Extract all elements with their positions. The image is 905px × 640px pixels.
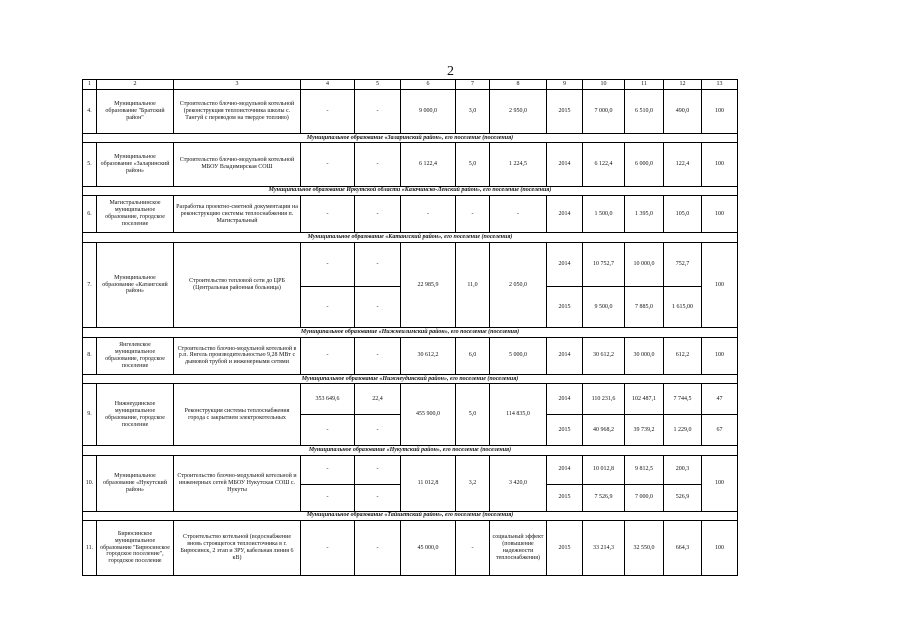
- table-cell: 5,0: [456, 143, 490, 186]
- table-cell: 100: [702, 242, 738, 328]
- table-cell: 1 224,5: [490, 143, 547, 186]
- table-cell: 2015: [547, 484, 583, 511]
- section-heading: Муниципальное образование «Заларинский район», его поселение (поселения): [83, 133, 738, 142]
- table-cell: 2014: [547, 384, 583, 415]
- table-cell: социальный эффект (повышение надежности теплоснабжения): [490, 520, 547, 575]
- municipality-cell: Нижнеудинское муниципальное образование, городское поселение: [97, 384, 174, 446]
- section-heading: Муниципальное образование «Нукутский район», его поселение (поселения): [83, 446, 738, 455]
- table-cell: 110 231,6: [583, 384, 625, 415]
- table-cell: -: [355, 195, 401, 232]
- table-cell: 3 420,0: [490, 455, 547, 511]
- table-cell: -: [355, 242, 401, 287]
- table-cell: -: [456, 520, 490, 575]
- table-cell: 2014: [547, 242, 583, 287]
- table-cell: -: [355, 415, 401, 446]
- table-cell: -: [355, 143, 401, 186]
- table-cell: 122,4: [664, 143, 702, 186]
- column-number: 9: [547, 80, 583, 90]
- table-cell: 2015: [547, 287, 583, 328]
- table-row: [83, 337, 738, 374]
- table-cell: 9 500,0: [583, 287, 625, 328]
- table-cell: 11 012,8: [401, 455, 456, 511]
- column-number: 12: [664, 80, 702, 90]
- table-cell: 10 752,7: [583, 242, 625, 287]
- section-heading: Муниципальное образование Иркутской области «Казачинско-Ленский район», его поселение (поселения): [83, 186, 738, 195]
- table-cell: 30 612,2: [401, 337, 456, 374]
- column-number: 4: [301, 80, 355, 90]
- table-cell: 2014: [547, 337, 583, 374]
- table-cell: -: [355, 484, 401, 511]
- table-cell: 100: [702, 337, 738, 374]
- table-cell: 664,3: [664, 520, 702, 575]
- section-row: [83, 511, 738, 520]
- column-number: 13: [702, 80, 738, 90]
- table-cell: 2 950,0: [490, 90, 547, 133]
- table-row: [83, 143, 738, 186]
- table-row: [83, 520, 738, 575]
- project-cell: Строительство блочно-модульной котельной (реконструкция теплоисточника школы с. Тангуй с переводом на твердое топливо): [174, 90, 301, 133]
- table-cell: 752,7: [664, 242, 702, 287]
- table-cell: 45 000,0: [401, 520, 456, 575]
- table-cell: 102 487,1: [625, 384, 664, 415]
- table-cell: 47: [702, 384, 738, 415]
- table-cell: 353 649,6: [301, 384, 355, 415]
- column-number: 3: [174, 80, 301, 90]
- table-cell: 2015: [547, 520, 583, 575]
- table-cell: 6,0: [456, 337, 490, 374]
- table-cell: -: [301, 143, 355, 186]
- table-cell: 2014: [547, 455, 583, 484]
- municipality-cell: Магистральнинское муниципальное образование, городское поселение: [97, 195, 174, 232]
- program-table: [82, 79, 738, 576]
- table-row: [83, 384, 738, 415]
- row-number: 7.: [83, 242, 97, 328]
- row-number: 4.: [83, 90, 97, 133]
- table-cell: 6 122,4: [401, 143, 456, 186]
- section-row: [83, 375, 738, 384]
- table-cell: 10 000,0: [625, 242, 664, 287]
- table-cell: 30 612,2: [583, 337, 625, 374]
- column-number: 10: [583, 80, 625, 90]
- table-cell: 11,0: [456, 242, 490, 328]
- municipality-cell: Муниципальное образование «Нукутский район»: [97, 455, 174, 511]
- table-cell: 7 885,0: [625, 287, 664, 328]
- table-cell: 1 395,0: [625, 195, 664, 232]
- row-number: 11.: [83, 520, 97, 575]
- row-number: 10.: [83, 455, 97, 511]
- project-cell: Реконструкция системы теплоснабжения города с закрытием электрокотельных: [174, 384, 301, 446]
- column-number: 8: [490, 80, 547, 90]
- table-row: [83, 90, 738, 133]
- table-cell: 100: [702, 143, 738, 186]
- project-cell: Строительство котельной (водоснабжение вновь строящегося теплоисточника в г. Бирюсинск, 2 этап и ЗРУ, кабельная линия 6 кВ): [174, 520, 301, 575]
- section-heading: Муниципальное образование «Катангский район», его поселение (поселения): [83, 233, 738, 242]
- table-cell: 2 050,0: [490, 242, 547, 328]
- table-cell: 490,0: [664, 90, 702, 133]
- table-cell: 3,0: [456, 90, 490, 133]
- row-number: 6.: [83, 195, 97, 232]
- section-heading: Муниципальное образование «Нижнеудинский район», его поселение (поселения): [83, 375, 738, 384]
- section-row: [83, 446, 738, 455]
- table-cell: 455 900,0: [401, 384, 456, 446]
- row-number: 8.: [83, 337, 97, 374]
- table-cell: 7 744,5: [664, 384, 702, 415]
- table-cell: 7 526,9: [583, 484, 625, 511]
- table-cell: 1 229,0: [664, 415, 702, 446]
- table-cell: 7 000,0: [625, 484, 664, 511]
- column-number: 1: [83, 80, 97, 90]
- table-row: [83, 242, 738, 287]
- table-row: [83, 195, 738, 232]
- table-cell: -: [301, 337, 355, 374]
- table-cell: 2014: [547, 195, 583, 232]
- table-cell: -: [355, 455, 401, 484]
- table-cell: -: [301, 484, 355, 511]
- municipality-cell: Бирюсинское муниципальное образование "Бирюсинское городское поселение", городское поселение: [97, 520, 174, 575]
- table-cell: 1 500,0: [583, 195, 625, 232]
- table-cell: -: [301, 287, 355, 328]
- table-cell: 22,4: [355, 384, 401, 415]
- row-number: 5.: [83, 143, 97, 186]
- section-row: [83, 328, 738, 337]
- table-cell: -: [301, 90, 355, 133]
- table-cell: 32 550,0: [625, 520, 664, 575]
- table-cell: 100: [702, 90, 738, 133]
- project-cell: Строительство блочно-модульной котельной МБОУ Владимирская СОШ: [174, 143, 301, 186]
- table-cell: -: [355, 337, 401, 374]
- table-cell: 30 000,0: [625, 337, 664, 374]
- table-cell: -: [401, 195, 456, 232]
- table-cell: 22 985,9: [401, 242, 456, 328]
- table-cell: 612,2: [664, 337, 702, 374]
- table-cell: 114 835,0: [490, 384, 547, 446]
- column-number: 6: [401, 80, 456, 90]
- table-cell: -: [301, 455, 355, 484]
- table-cell: -: [355, 520, 401, 575]
- municipality-cell: Муниципальное образование «Катангский район»: [97, 242, 174, 328]
- table-cell: 5,0: [456, 384, 490, 446]
- table-cell: -: [301, 415, 355, 446]
- column-number: 2: [97, 80, 174, 90]
- table-cell: 1 615,00: [664, 287, 702, 328]
- table-cell: -: [301, 520, 355, 575]
- table-cell: 100: [702, 455, 738, 511]
- table-cell: 6 000,0: [625, 143, 664, 186]
- municipality-cell: Муниципальное образование «Заларинский район»: [97, 143, 174, 186]
- table-cell: 39 739,2: [625, 415, 664, 446]
- table-cell: 6 510,0: [625, 90, 664, 133]
- section-heading: Муниципальное образование «Тайшетский район», его поселение (поселения): [83, 511, 738, 520]
- municipality-cell: Муниципальное образование "Братский район": [97, 90, 174, 133]
- table-cell: 9 812,5: [625, 455, 664, 484]
- table-cell: 9 000,0: [401, 90, 456, 133]
- row-number: 9.: [83, 384, 97, 446]
- project-cell: Разработка проектно-сметной документации на реконструкцию системы теплоснабжения п. Магистральный: [174, 195, 301, 232]
- page-number: 2: [447, 64, 454, 79]
- table-cell: -: [355, 90, 401, 133]
- table-cell: 7 000,0: [583, 90, 625, 133]
- table-cell: -: [301, 242, 355, 287]
- column-number: 5: [355, 80, 401, 90]
- section-row: [83, 186, 738, 195]
- table-cell: 526,9: [664, 484, 702, 511]
- project-cell: Строительство блочно-модульной котельной и инженерных сетей МБОУ Нукутская СОШ с. Нукуты: [174, 455, 301, 511]
- table-cell: 10 012,8: [583, 455, 625, 484]
- column-number: 11: [625, 80, 664, 90]
- project-cell: Строительство тепловой сети до ЦРБ (Центральная районная больница): [174, 242, 301, 328]
- section-row: [83, 233, 738, 242]
- column-number: 7: [456, 80, 490, 90]
- table-cell: 2015: [547, 415, 583, 446]
- column-number-row: [83, 80, 738, 90]
- table-cell: 105,0: [664, 195, 702, 232]
- table-cell: 2015: [547, 90, 583, 133]
- project-cell: Строительство блочно-модульной котельной в р.п. Янгель производительностью 9,28 МВт с дымовой трубой и инженерными сетями: [174, 337, 301, 374]
- table-cell: 40 968,2: [583, 415, 625, 446]
- table-cell: 100: [702, 195, 738, 232]
- table-row: [83, 455, 738, 484]
- table-cell: 33 214,3: [583, 520, 625, 575]
- table-cell: 3,2: [456, 455, 490, 511]
- table-cell: 6 122,4: [583, 143, 625, 186]
- table-cell: -: [355, 287, 401, 328]
- table-cell: -: [456, 195, 490, 232]
- municipality-cell: Янгелевское муниципальное образование, городское поселение: [97, 337, 174, 374]
- table-cell: 200,3: [664, 455, 702, 484]
- section-heading: Муниципальное образование «Нижнеилимский район», его поселение (поселения): [83, 328, 738, 337]
- table-cell: -: [301, 195, 355, 232]
- table-cell: 2014: [547, 143, 583, 186]
- table-cell: 5 000,0: [490, 337, 547, 374]
- table-cell: 67: [702, 415, 738, 446]
- table-cell: 100: [702, 520, 738, 575]
- table-cell: -: [490, 195, 547, 232]
- section-row: [83, 133, 738, 142]
